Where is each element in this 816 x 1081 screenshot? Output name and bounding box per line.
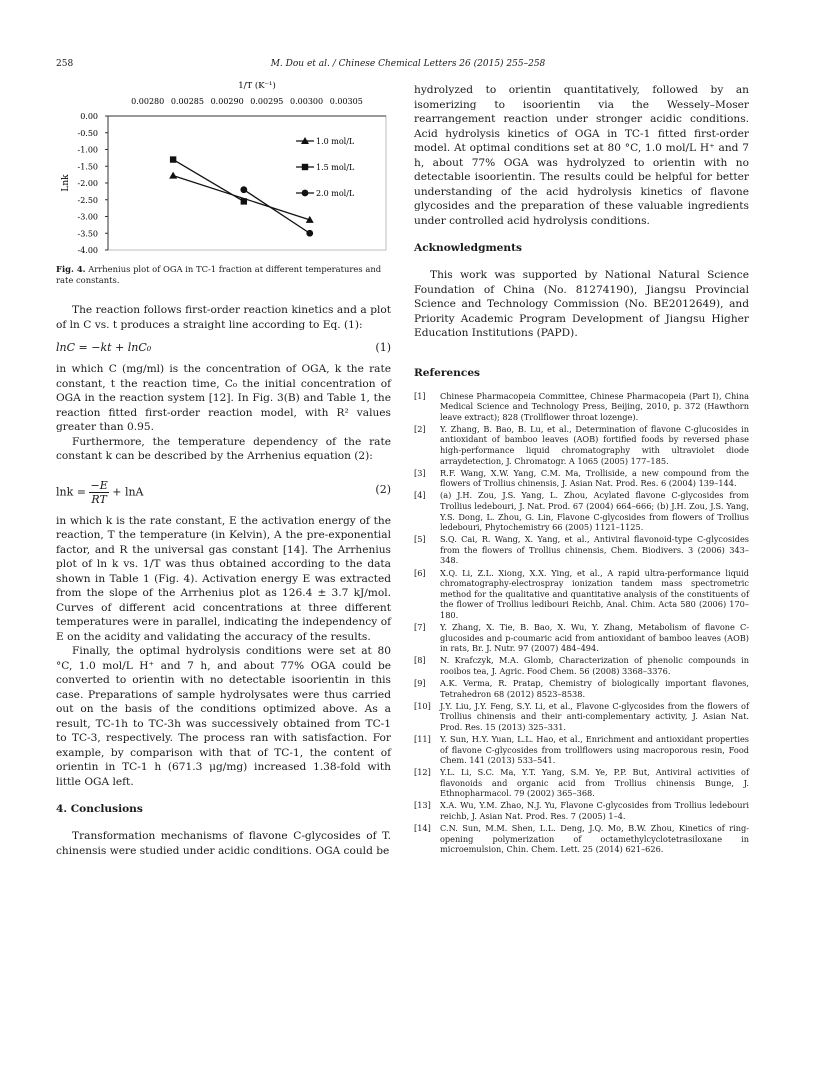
equation-1-number: (1): [375, 341, 391, 354]
caption-label: Fig. 4.: [56, 264, 86, 274]
legend-label: 1.0 mol/L: [316, 137, 355, 146]
equation-2-lhs: lnk =: [56, 485, 90, 498]
reference-text: Chinese Pharmacopeia Committee, Chinese Pharmacopeia (Part I), China Medical Science and Technology Press, Beijing, 2010, p. 372 (Hawthorn leave extract); 828 (Trollflower throat lozenge).: [440, 390, 749, 422]
y-tick-label: -2.50: [77, 195, 98, 205]
paragraph-conclusions-cont: hydrolyzed to orientin quantitatively, followed by an isomerizing to isoorientin via the Wessely–Moser rearrangement reaction under stronger acidic conditions. Acid hydrolysis kinetics of OGA in TC-1 fitted first-order model. At optimal conditions set at 80 °C, 1.0 mol/L H⁺ and 7 h, about 77% OGA was hydrolyzed to orientin with no detectable isoorientin. The results could be helpful for better understanding of the acid hydrolysis kinetics of flavone glycosides and the preparation of these valuable ingredients under controlled acid hydrolysis conditions.: [414, 84, 749, 227]
series-line-1: [173, 176, 310, 220]
reference-text: J.Y. Liu, J.Y. Feng, S.Y. Li, et al., Flavone C-glycosides from the flowers of Trollius chinensis and their anti-complementary activity, J. Asian Nat. Prod. Res. 15 (2013) 325–331.: [440, 700, 749, 732]
reference-text: X.Q. Li, Z.L. Xiong, X.X. Ying, et al., A rapid ultra-performance liquid chromatography-electrospray ionization tandem mass spectrometric method for the qualitative and quantitative analysis of the constituents of the flower of Trollius ledibouri Reichb, Anal. Chim. Acta 580 (2006) 170–180.: [440, 567, 749, 620]
reference-item: [414, 468, 749, 489]
data-point-square: [170, 156, 176, 162]
reference-number: [2]: [414, 423, 426, 434]
reference-item: [414, 490, 749, 532]
series-line-3: [244, 190, 310, 234]
x-axis-title: 1/T (K⁻¹): [238, 81, 276, 91]
reference-item: [414, 678, 749, 699]
y-tick-label: -1.00: [77, 145, 98, 155]
paragraph-acknowledgments: This work was supported by National Natural Science Foundation of China (No. 81274190), Jiangsu Provincial Science and Technology Commission (No. BE2012649), and Priority Academic Program Development of Jiangsu Higher Education Institutions (PAPD).: [414, 269, 749, 339]
reference-number: [12]: [414, 767, 431, 778]
paragraph-arrhenius-intro: Furthermore, the temperature dependency of the rate constant k can be described by the Arrhenius equation (2):: [56, 435, 391, 462]
equation-2-fraction: [89, 479, 108, 506]
reference-number: [8]: [414, 655, 426, 666]
reference-text: C.N. Sun, M.M. Shen, L.L. Deng, J.Q. Mo, B.W. Zhou, Kinetics of ring-opening polymerization of octamethylcyclotetrasiloxane in microemulsion, Chin. Chem. Lett. 25 (2014) 621–626.: [440, 823, 749, 855]
reference-text: S.Q. Cai, R. Wang, X. Yang, et al., Antiviral flavonoid-type C-glycosides from the flowers of Trollius chinensis, Chem. Biodivers. 3 (2006) 343–348.: [440, 534, 749, 566]
left-column: [56, 303, 391, 858]
paragraph-arrhenius-results: in which k is the rate constant, E the activation energy of the reaction, T the temperature (in Kelvin), A the pre-exponential factor, and R the universal gas constant [14]. The Arrhenius plot of ln k vs. 1/T was thus obtained according to the data shown in Table 1 (Fig. 4). Activation energy E was extracted from the slope of the Arrhenius plot as 126.4 ± 3.7 kJ/mol. Curves of different acid concentrations at three different temperatures were in parallel, indicating the independency of E on the acidity and validating the accuracy of the results.: [56, 514, 391, 643]
equation-2-number: (2): [375, 482, 391, 496]
reference-text: X.A. Wu, Y.M. Zhao, N.J. Yu, Flavone C-glycosides from Trollius ledebouri reichb, J. Asian Nat. Prod. Res. 7 (2005) 1–4.: [440, 800, 749, 822]
data-point-square: [241, 198, 247, 204]
series-line-2: [173, 160, 244, 202]
x-tick-label: 0.00285: [170, 97, 204, 106]
equation-2-rhs: + lnA: [108, 485, 144, 498]
reference-item: [414, 534, 749, 566]
y-tick-label: 0.00: [80, 112, 98, 121]
equation-2-denominator: RT: [91, 492, 107, 506]
reference-text: R.F. Wang, X.W. Yang, C.M. Ma, Trolliside, a new compound from the flowers of Trollius chinensis, J. Asian Nat. Prod. Res. 6 (2004) 139–144.: [440, 467, 749, 489]
y-tick-label: -1.50: [77, 162, 98, 172]
reference-number: [11]: [414, 733, 431, 744]
legend-label: 2.0 mol/L: [316, 189, 355, 198]
data-point-circle: [306, 230, 313, 237]
reference-number: [9]: [414, 677, 426, 688]
paragraph-eq1-definitions: in which C (mg/ml) is the concentration of OGA, k the rate constant, t the reaction time, C₀ the initial concentration of OGA in the reaction system [12]. In Fig. 3(B) and Table 1, the reaction fitted first-order reaction model, with R² values greater than 0.95.: [56, 363, 391, 433]
page-number: 258: [56, 59, 74, 69]
arrhenius-chart: [56, 76, 391, 258]
legend-label: 1.5 mol/L: [316, 163, 355, 172]
reference-text: Y. Zhang, X. Tie, B. Bao, X. Wu, Y. Zhang, Metabolism of flavone C-glucosides and p-coumaric acid from antioxidant of bamboo leaves (AOB) in rats, Br. J. Nutr. 97 (2007) 484–494.: [440, 621, 749, 654]
legend-marker-circle: [302, 190, 309, 197]
reference-text: Y. Sun, H.Y. Yuan, L.L. Hao, et al., Enrichment and antioxidant properties of flavone C-glycosides from trollflowers using macroporous resin, Food Chem. 141 (2013) 533–541.: [440, 733, 749, 766]
reference-item: [414, 391, 749, 423]
paragraph-kinetics-intro: The reaction follows first-order reaction kinetics and a plot of ln C vs. t produces a straight line according to Eq. (1):: [56, 304, 391, 331]
reference-item: [414, 800, 749, 821]
reference-number: [4]: [414, 490, 426, 501]
x-tick-label: 0.00295: [250, 97, 284, 106]
reference-number: [1]: [414, 390, 426, 401]
figure-caption: [56, 264, 391, 286]
reference-number: [7]: [414, 621, 426, 632]
reference-text: A.K. Verma, R. Pratap, Chemistry of biologically important flavones, Tetrahedron 68 (2012) 8523–8538.: [440, 677, 749, 699]
reference-number: [14]: [414, 823, 431, 834]
reference-item: [414, 823, 749, 855]
reference-item: [414, 424, 749, 466]
reference-number: [5]: [414, 534, 426, 545]
equation-1-body: lnC = −kt + lnC₀: [56, 341, 152, 354]
reference-item: [414, 701, 749, 733]
paragraph-conclusions: Transformation mechanisms of flavone C-glycosides of T. chinensis were studied under acidic conditions. OGA could be: [56, 830, 391, 857]
equation-2: [56, 470, 391, 510]
reference-number: [10]: [414, 700, 431, 711]
reference-text: (a) J.H. Zou, J.S. Yang, L. Zhou, Acylated flavone C-glycosides from Trollius ledebouri, J. Nat. Prod. 67 (2004) 664–666; (b) J.H. Zou, J.S. Yang, Y.S. Dong, L. Zhou, G. Lin, Flavone C-glycosides from flowers of Trollius ledebouri, Phytochemistry 66 (2005) 1121–1125.: [440, 490, 749, 533]
equation-1: [56, 337, 391, 359]
y-tick-label: -4.00: [77, 246, 98, 255]
y-tick-label: -2.00: [77, 179, 98, 188]
reference-text: N. Krafczyk, M.A. Glomb, Characterization of phenolic compounds in rooibos tea, J. Agric. Food Chem. 56 (2008) 3368–3376.: [440, 655, 749, 676]
equation-2-numerator: −E: [90, 478, 108, 492]
legend-marker-square: [302, 164, 308, 170]
acknowledgments-heading: Acknowledgments: [414, 242, 522, 254]
x-tick-label: 0.00300: [290, 97, 324, 106]
running-title: M. Dou et al. / Chinese Chemical Letters 26 (2015) 255–258: [270, 59, 546, 69]
reference-item: [414, 622, 749, 654]
references-heading: References: [414, 366, 481, 379]
x-tick-label: 0.00290: [210, 97, 244, 106]
reference-text: Y. Zhang, B. Bao, B. Lu, et al., Determination of flavone C-glucosides in antioxidant of bamboo leaves (AOB) fortified foods by reversed phase high-performance liquid chromatography with ultraviolet diode arraydetection, J. Chromatogr. A 1065 (2005) 177–185.: [440, 423, 749, 466]
data-point-circle: [240, 186, 247, 193]
y-axis-title: Lnk: [61, 174, 71, 192]
x-tick-label: 0.00280: [131, 97, 165, 106]
y-tick-label: -3.00: [77, 212, 98, 222]
reference-number: [3]: [414, 467, 426, 478]
conclusions-heading: 4. Conclusions: [56, 803, 143, 815]
reference-item: [414, 568, 749, 621]
data-point-triangle: [169, 172, 177, 179]
right-column: [414, 83, 749, 856]
caption-text: Arrhenius plot of OGA in TC-1 fraction at different temperatures and rate constants.: [56, 264, 382, 285]
reference-number: [6]: [414, 567, 426, 578]
y-tick-label: -0.50: [77, 128, 98, 138]
y-tick-label: -3.50: [77, 229, 98, 239]
reference-text: Y.L. Li, S.C. Ma, Y.T. Yang, S.M. Ye, P.P. But, Antiviral activities of flavonoids and organic acid from Trollius chinensis Bunge, J. Ethnopharmacol. 79 (2002) 365–368.: [440, 767, 749, 799]
reference-item: [414, 767, 749, 799]
reference-item: [414, 734, 749, 766]
paragraph-optimal-conditions: Finally, the optimal hydrolysis conditions were set at 80 °C, 1.0 mol/L H⁺ and 7 h, and about 77% OGA could be converted to orientin with no detectable isoorientin in this case. Preparations of sample hydrolysates were thus carried out on the basis of the conditions optimized above. As a result, TC-1h to TC-3h was successively obtained from TC-1 to TC-3, respectively. The process ran with satisfaction. For example, by comparison with that of TC-1, the content of orientin in TC-1 h (671.3 μg/mg) increased 1.38-fold with little OGA left.: [56, 645, 391, 788]
reference-number: [13]: [414, 800, 431, 811]
x-tick-label: 0.00305: [329, 97, 363, 106]
reference-list: [414, 391, 749, 855]
reference-item: [414, 655, 749, 676]
